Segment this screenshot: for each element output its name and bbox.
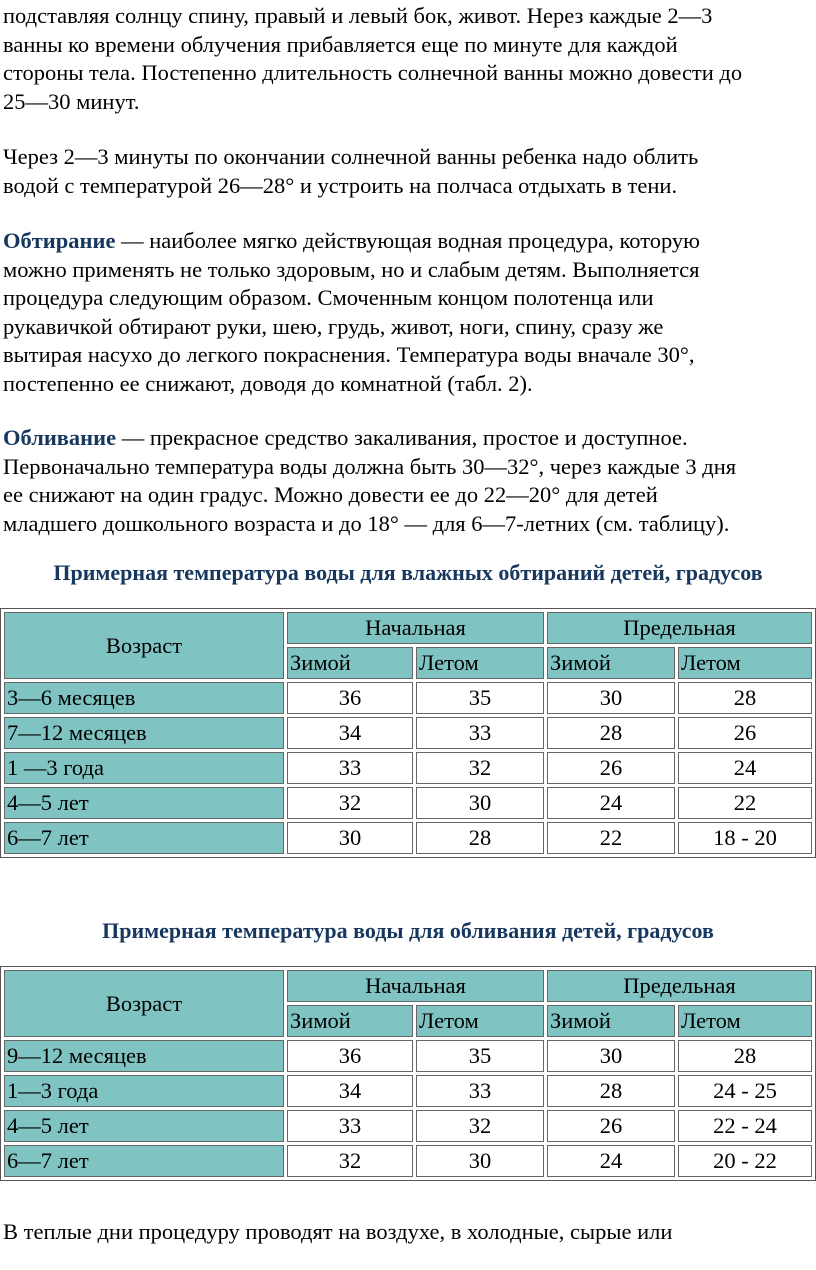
header-summer: Летом [678,1005,812,1037]
cell-value: 36 [287,682,413,714]
text-line: ванны ко времени облучения прибавляется еще по минуте для каждой [3,31,678,57]
table-row [4,717,812,749]
cell-value: 28 [678,1040,812,1072]
header-initial: Начальная [287,970,544,1002]
table-row [4,787,812,819]
term-rubbing: Обтирание [3,228,116,253]
cell-value: 32 [416,752,544,784]
cell-value: 20 - 22 [678,1145,812,1177]
cell-value: 33 [287,752,413,784]
cell-value: 18 - 20 [678,822,812,854]
cell-value: 32 [287,787,413,819]
paragraph-after-bath [3,143,815,200]
text-line: Через 2—3 минуты по окончании солнечной ванны ребенка надо облить [3,144,699,169]
row-age: 4—5 лет [4,787,284,819]
text-line: младшего дошкольного возраста и до 18° — для 6—7-летних (см. таблицу). [3,510,730,536]
cell-value: 30 [287,822,413,854]
row-age: 7—12 месяцев [4,717,284,749]
header-final: Предельная [547,970,812,1002]
cell-value: 24 [678,752,812,784]
paragraph-dousing [3,424,815,538]
paragraph-rubbing [3,227,815,398]
text-line: водой с температурой 26—28° и устроить на полчаса отдыхать в тени. [3,172,678,198]
cell-value: 36 [287,1040,413,1072]
row-age: 3—6 месяцев [4,682,284,714]
cell-value: 22 [547,822,675,854]
text-line: рукавичкой обтирают руки, шею, грудь, живот, ноги, спину, сразу же [3,313,664,339]
table-row [4,1145,812,1177]
header-summer: Летом [416,647,544,679]
text-line: стороны тела. Постепенно длительность солнечной ванны можно довести до [3,60,743,85]
cell-value: 33 [287,1110,413,1142]
text-fragment: — прекрасное средство закаливания, простое и доступное. [116,425,688,450]
table-caption-rubbing: Примерная температура воды для влажных обтираний детей, градусов [53,560,763,585]
table-header-row [4,970,812,1002]
header-winter: Зимой [547,647,675,679]
cell-value: 26 [678,717,812,749]
text-line: процедура следующим образом. Смоченным концом полотенца или [3,285,654,310]
cell-value: 33 [416,1075,544,1107]
paragraph-procedure-outdoors [3,1218,815,1247]
header-summer: Летом [416,1005,544,1037]
row-age: 4—5 лет [4,1110,284,1142]
cell-value: 32 [287,1145,413,1177]
cell-value: 32 [416,1110,544,1142]
row-age: 6—7 лет [4,822,284,854]
row-age: 9—12 месяцев [4,1040,284,1072]
table-row [4,1075,812,1107]
cell-value: 24 [547,787,675,819]
text-fragment: — наиболее мягко действующая водная процедура, которую [115,228,700,253]
row-age: 6—7 лет [4,1145,284,1177]
header-winter: Зимой [287,647,413,679]
cell-value: 24 - 25 [678,1075,812,1107]
table-row [4,1110,812,1142]
cell-value: 30 [416,787,544,819]
cell-value: 26 [547,752,675,784]
text-line: В теплые дни процедуру проводят на воздухе, в холодные, сырые или [3,1219,673,1244]
text-line: постепенно ее снижают, доводя до комнатной (табл. 2). [3,370,533,396]
text-line: можно применять не только здоровым, но и слабым детям. Выполняется [3,256,700,282]
header-summer: Летом [678,647,812,679]
cell-value: 30 [547,1040,675,1072]
text-line: подставляя солнцу спину, правый и левый бок, живот. Нерез каждые 2—3 [3,3,713,28]
cell-value: 34 [287,717,413,749]
text-line [3,227,815,256]
table-row [4,822,812,854]
header-age: Возраст [4,970,284,1037]
cell-value: 30 [547,682,675,714]
cell-value: 26 [547,1110,675,1142]
cell-value: 28 [547,717,675,749]
text-line: ее снижают на один градус. Можно довести ее до 22—20° для детей [3,482,658,507]
table-caption-dousing: Примерная температура воды для обливания детей, градусов [102,918,714,943]
table-row [4,682,812,714]
text-line: вытирая насухо до легкого покраснения. Температура воды вначале 30°, [3,342,695,367]
cell-value: 35 [416,682,544,714]
dousing-temperature-table [0,966,816,1181]
table-header-row [4,612,812,644]
header-age: Возраст [4,612,284,679]
header-initial: Начальная [287,612,544,644]
term-dousing: Обливание [3,425,117,450]
cell-value: 35 [416,1040,544,1072]
cell-value: 28 [547,1075,675,1107]
table-row [4,1040,812,1072]
text-line: 25—30 минут. [3,88,140,114]
cell-value: 28 [678,682,812,714]
header-final: Предельная [547,612,812,644]
header-winter: Зимой [287,1005,413,1037]
cell-value: 33 [416,717,544,749]
row-age: 1—3 года [4,1075,284,1107]
rubbing-temperature-table [0,608,816,858]
text-line [3,424,815,453]
paragraph-sun-bath [3,2,815,116]
text-line: Первоначально температура воды должна быть 30—32°, через каждые 3 дня [3,453,737,479]
row-age: 1 —3 года [4,752,284,784]
table-row [4,752,812,784]
cell-value: 22 - 24 [678,1110,812,1142]
header-winter: Зимой [547,1005,675,1037]
cell-value: 24 [547,1145,675,1177]
cell-value: 34 [287,1075,413,1107]
cell-value: 30 [416,1145,544,1177]
cell-value: 28 [416,822,544,854]
cell-value: 22 [678,787,812,819]
